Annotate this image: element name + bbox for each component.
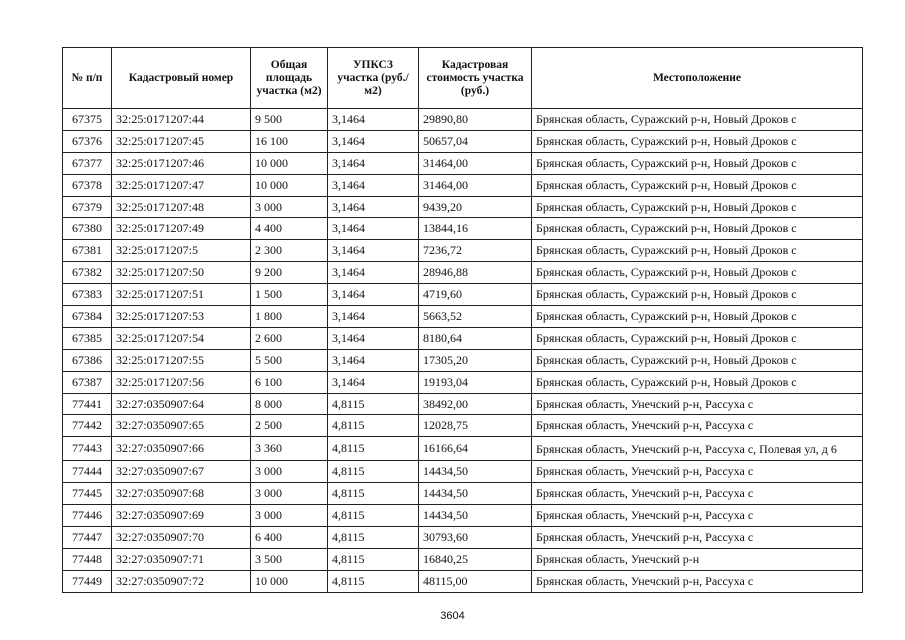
cell-upksz: 4,8115	[328, 437, 419, 461]
cell-cadastral-value: 13844,16	[419, 218, 532, 240]
cell-location: Брянская область, Унечский р-н, Рассуха с	[532, 505, 863, 527]
table-row	[63, 461, 863, 483]
cell-cadastral-value: 8180,64	[419, 327, 532, 349]
cell-upksz: 4,8115	[328, 505, 419, 527]
table-row	[63, 483, 863, 505]
cell-location: Брянская область, Унечский р-н, Рассуха с, Полевая ул, д 6	[532, 437, 863, 461]
cell-cadastral-value: 48115,00	[419, 570, 532, 592]
cell-location: Брянская область, Суражский р-н, Новый Дроков с	[532, 152, 863, 174]
cell-row-number: 77446	[63, 505, 112, 527]
cell-cadastral-number: 32:27:0350907:64	[112, 393, 251, 415]
cell-row-number: 67380	[63, 218, 112, 240]
cell-upksz: 4,8115	[328, 526, 419, 548]
cell-location: Брянская область, Суражский р-н, Новый Дроков с	[532, 130, 863, 152]
cell-location: Брянская область, Суражский р-н, Новый Дроков с	[532, 306, 863, 328]
cell-row-number: 67386	[63, 349, 112, 371]
cell-location: Брянская область, Унечский р-н, Рассуха с	[532, 570, 863, 592]
cell-cadastral-number: 32:27:0350907:65	[112, 415, 251, 437]
cell-cadastral-number: 32:25:0171207:50	[112, 262, 251, 284]
cell-row-number: 77441	[63, 393, 112, 415]
cell-upksz: 3,1464	[328, 196, 419, 218]
cell-upksz: 4,8115	[328, 548, 419, 570]
cell-row-number: 67377	[63, 152, 112, 174]
cell-row-number: 77449	[63, 570, 112, 592]
cell-cadastral-number: 32:27:0350907:69	[112, 505, 251, 527]
cell-upksz: 3,1464	[328, 284, 419, 306]
cell-location: Брянская область, Суражский р-н, Новый Дроков с	[532, 196, 863, 218]
header-area: Общая площадь участка (м2)	[251, 48, 328, 109]
cell-location: Брянская область, Суражский р-н, Новый Дроков с	[532, 327, 863, 349]
cell-location: Брянская область, Суражский р-н, Новый Дроков с	[532, 109, 863, 131]
cell-cadastral-value: 50657,04	[419, 130, 532, 152]
cell-area: 5 500	[251, 349, 328, 371]
cell-cadastral-number: 32:25:0171207:53	[112, 306, 251, 328]
table-row	[63, 526, 863, 548]
cell-area: 2 600	[251, 327, 328, 349]
table-row	[63, 415, 863, 437]
table-row	[63, 371, 863, 393]
cell-area: 1 800	[251, 306, 328, 328]
cell-cadastral-number: 32:25:0171207:46	[112, 152, 251, 174]
header-cadastral-number: Кадастровый номер	[112, 48, 251, 109]
cell-area: 3 000	[251, 483, 328, 505]
cell-area: 10 000	[251, 570, 328, 592]
cell-cadastral-number: 32:25:0171207:49	[112, 218, 251, 240]
cell-upksz: 3,1464	[328, 262, 419, 284]
cell-upksz: 3,1464	[328, 327, 419, 349]
cell-cadastral-number: 32:25:0171207:56	[112, 371, 251, 393]
header-upksz: УПКСЗ участка (руб./м2)	[328, 48, 419, 109]
cell-row-number: 67387	[63, 371, 112, 393]
cell-location: Брянская область, Унечский р-н, Рассуха с	[532, 393, 863, 415]
cell-cadastral-number: 32:25:0171207:44	[112, 109, 251, 131]
cell-cadastral-number: 32:25:0171207:51	[112, 284, 251, 306]
cell-location: Брянская область, Суражский р-н, Новый Дроков с	[532, 240, 863, 262]
cell-upksz: 3,1464	[328, 371, 419, 393]
cell-cadastral-value: 38492,00	[419, 393, 532, 415]
cell-cadastral-value: 14434,50	[419, 461, 532, 483]
cell-location: Брянская область, Унечский р-н	[532, 548, 863, 570]
cell-cadastral-number: 32:27:0350907:68	[112, 483, 251, 505]
cell-area: 3 000	[251, 461, 328, 483]
table-row	[63, 196, 863, 218]
cell-location: Брянская область, Унечский р-н, Рассуха с	[532, 526, 863, 548]
cell-row-number: 67382	[63, 262, 112, 284]
cell-upksz: 4,8115	[328, 570, 419, 592]
cadastral-value-table	[62, 47, 863, 593]
cell-cadastral-number: 32:25:0171207:48	[112, 196, 251, 218]
cell-upksz: 3,1464	[328, 152, 419, 174]
cell-area: 2 500	[251, 415, 328, 437]
table-row	[63, 306, 863, 328]
cell-upksz: 3,1464	[328, 218, 419, 240]
cell-cadastral-number: 32:27:0350907:71	[112, 548, 251, 570]
cell-location: Брянская область, Суражский р-н, Новый Дроков с	[532, 218, 863, 240]
cell-area: 8 000	[251, 393, 328, 415]
cell-row-number: 67376	[63, 130, 112, 152]
cell-cadastral-number: 32:25:0171207:45	[112, 130, 251, 152]
cell-area: 3 360	[251, 437, 328, 461]
cell-area: 9 200	[251, 262, 328, 284]
cell-location: Брянская область, Суражский р-н, Новый Дроков с	[532, 262, 863, 284]
cell-row-number: 67383	[63, 284, 112, 306]
cell-cadastral-value: 4719,60	[419, 284, 532, 306]
cell-row-number: 67381	[63, 240, 112, 262]
table-row	[63, 570, 863, 592]
cell-upksz: 4,8115	[328, 483, 419, 505]
table-row	[63, 548, 863, 570]
header-cadastral-value: Кадастровая стоимость участка (руб.)	[419, 48, 532, 109]
cell-cadastral-value: 14434,50	[419, 483, 532, 505]
table-row	[63, 327, 863, 349]
cell-row-number: 77443	[63, 437, 112, 461]
table-header-row	[63, 48, 863, 109]
cell-cadastral-value: 12028,75	[419, 415, 532, 437]
cell-cadastral-number: 32:25:0171207:55	[112, 349, 251, 371]
table-row	[63, 349, 863, 371]
cell-area: 10 000	[251, 174, 328, 196]
cell-cadastral-number: 32:25:0171207:47	[112, 174, 251, 196]
cell-area: 3 000	[251, 196, 328, 218]
cell-location: Брянская область, Унечский р-н, Рассуха с	[532, 461, 863, 483]
cell-area: 4 400	[251, 218, 328, 240]
table-row	[63, 152, 863, 174]
table-row	[63, 437, 863, 461]
cell-location: Брянская область, Суражский р-н, Новый Дроков с	[532, 349, 863, 371]
cell-row-number: 67378	[63, 174, 112, 196]
table-row	[63, 109, 863, 131]
table-row	[63, 393, 863, 415]
cell-location: Брянская область, Унечский р-н, Рассуха с	[532, 415, 863, 437]
cell-area: 10 000	[251, 152, 328, 174]
cell-cadastral-number: 32:27:0350907:66	[112, 437, 251, 461]
cell-cadastral-number: 32:25:0171207:5	[112, 240, 251, 262]
cell-cadastral-value: 5663,52	[419, 306, 532, 328]
table-row	[63, 505, 863, 527]
cell-cadastral-value: 29890,80	[419, 109, 532, 131]
cell-upksz: 4,8115	[328, 461, 419, 483]
cell-cadastral-value: 16166,64	[419, 437, 532, 461]
table-row	[63, 284, 863, 306]
cell-row-number: 67385	[63, 327, 112, 349]
cell-row-number: 67384	[63, 306, 112, 328]
cell-row-number: 77447	[63, 526, 112, 548]
cell-upksz: 3,1464	[328, 349, 419, 371]
cell-location: Брянская область, Суражский р-н, Новый Дроков с	[532, 284, 863, 306]
cell-location: Брянская область, Суражский р-н, Новый Дроков с	[532, 174, 863, 196]
cell-location: Брянская область, Суражский р-н, Новый Дроков с	[532, 371, 863, 393]
cell-cadastral-value: 17305,20	[419, 349, 532, 371]
cell-area: 6 100	[251, 371, 328, 393]
cell-area: 6 400	[251, 526, 328, 548]
cell-row-number: 77445	[63, 483, 112, 505]
cell-row-number: 67375	[63, 109, 112, 131]
cell-upksz: 3,1464	[328, 240, 419, 262]
cell-row-number: 77442	[63, 415, 112, 437]
table-row	[63, 240, 863, 262]
cell-area: 16 100	[251, 130, 328, 152]
cell-area: 1 500	[251, 284, 328, 306]
cell-row-number: 67379	[63, 196, 112, 218]
page-number: 3604	[440, 610, 465, 622]
cell-cadastral-number: 32:27:0350907:67	[112, 461, 251, 483]
cell-cadastral-number: 32:25:0171207:54	[112, 327, 251, 349]
cell-cadastral-value: 16840,25	[419, 548, 532, 570]
cell-area: 3 500	[251, 548, 328, 570]
cell-cadastral-value: 7236,72	[419, 240, 532, 262]
cell-upksz: 4,8115	[328, 393, 419, 415]
header-row-number: № п/п	[63, 48, 112, 109]
header-location: Местоположение	[532, 48, 863, 109]
cell-upksz: 3,1464	[328, 174, 419, 196]
cell-location: Брянская область, Унечский р-н, Рассуха с	[532, 483, 863, 505]
cell-cadastral-value: 19193,04	[419, 371, 532, 393]
cell-area: 2 300	[251, 240, 328, 262]
cell-row-number: 77444	[63, 461, 112, 483]
table-row	[63, 174, 863, 196]
table-row	[63, 262, 863, 284]
table-row	[63, 218, 863, 240]
cell-upksz: 3,1464	[328, 109, 419, 131]
cell-area: 9 500	[251, 109, 328, 131]
cell-cadastral-value: 31464,00	[419, 152, 532, 174]
cell-cadastral-value: 30793,60	[419, 526, 532, 548]
cell-area: 3 000	[251, 505, 328, 527]
cell-cadastral-value: 9439,20	[419, 196, 532, 218]
cell-cadastral-value: 31464,00	[419, 174, 532, 196]
cell-row-number: 77448	[63, 548, 112, 570]
cell-cadastral-value: 14434,50	[419, 505, 532, 527]
cell-upksz: 4,8115	[328, 415, 419, 437]
cell-cadastral-value: 28946,88	[419, 262, 532, 284]
cell-cadastral-number: 32:27:0350907:70	[112, 526, 251, 548]
cell-upksz: 3,1464	[328, 130, 419, 152]
table-row	[63, 130, 863, 152]
cell-cadastral-number: 32:27:0350907:72	[112, 570, 251, 592]
cell-upksz: 3,1464	[328, 306, 419, 328]
